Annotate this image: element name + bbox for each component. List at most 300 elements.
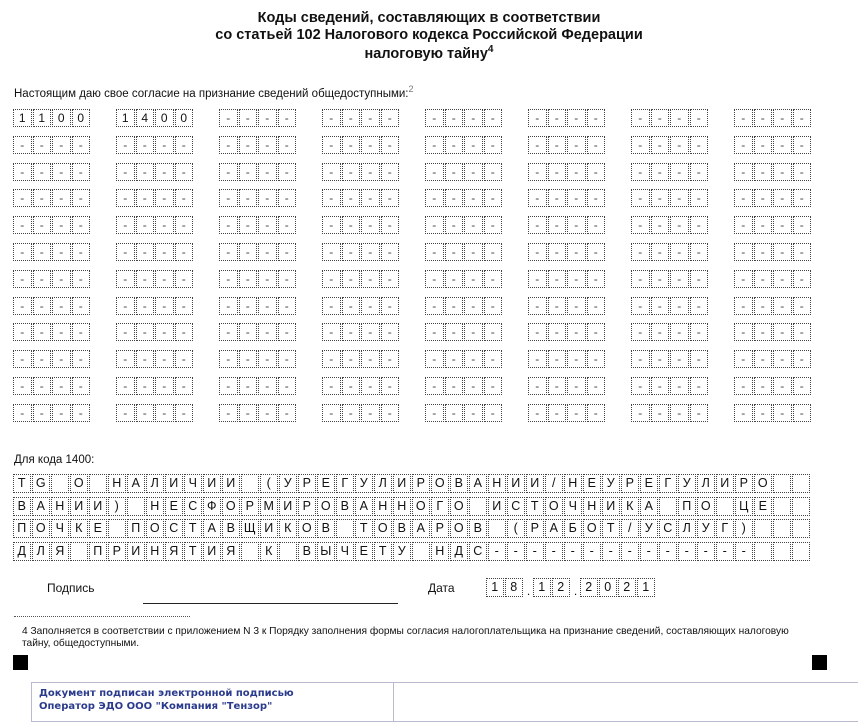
code-cell: - bbox=[322, 323, 341, 341]
text-cell: / bbox=[621, 519, 639, 538]
code-cell: - bbox=[567, 323, 586, 341]
code-group[interactable] bbox=[13, 350, 91, 368]
code-cell: - bbox=[690, 297, 709, 315]
text-grid-row[interactable] bbox=[13, 474, 811, 493]
code-cell: - bbox=[155, 404, 174, 422]
code-cell: - bbox=[381, 350, 400, 368]
code-group[interactable] bbox=[116, 270, 194, 288]
code-group[interactable] bbox=[425, 109, 503, 127]
code-cell: - bbox=[754, 109, 773, 127]
code-group[interactable] bbox=[631, 297, 709, 315]
text-cell: Н bbox=[488, 474, 506, 493]
code-cell: - bbox=[116, 163, 135, 181]
code-cell: - bbox=[567, 297, 586, 315]
code-cell: - bbox=[361, 109, 380, 127]
code-group[interactable] bbox=[13, 189, 91, 207]
text-cell: У bbox=[279, 474, 297, 493]
text-cell: Л bbox=[146, 474, 164, 493]
code-group[interactable] bbox=[219, 270, 297, 288]
code-cell: - bbox=[528, 297, 547, 315]
text-cell: Щ bbox=[241, 519, 259, 538]
code-cell: - bbox=[528, 404, 547, 422]
text-cell: С bbox=[165, 519, 183, 538]
code-cell: - bbox=[381, 270, 400, 288]
code-group[interactable] bbox=[631, 109, 709, 127]
code-cell: - bbox=[445, 297, 464, 315]
text-cell: И bbox=[70, 497, 88, 516]
date-day[interactable] bbox=[486, 578, 524, 597]
code-group[interactable] bbox=[116, 243, 194, 261]
code-group[interactable] bbox=[734, 404, 812, 422]
code-group[interactable] bbox=[734, 163, 812, 181]
code-cell: - bbox=[548, 136, 567, 154]
code-cell: - bbox=[754, 243, 773, 261]
code-cell: - bbox=[690, 216, 709, 234]
code-group[interactable] bbox=[425, 243, 503, 261]
code-cell: - bbox=[754, 323, 773, 341]
code-cell: - bbox=[464, 297, 483, 315]
code-cell: - bbox=[528, 136, 547, 154]
code-cell: - bbox=[734, 404, 753, 422]
text-cell: Ч bbox=[51, 519, 69, 538]
code-cell: - bbox=[175, 189, 194, 207]
code-cell: - bbox=[773, 404, 792, 422]
code-group[interactable] bbox=[425, 189, 503, 207]
code-cell: - bbox=[754, 404, 773, 422]
code-cell: - bbox=[587, 350, 606, 368]
text-cell: С bbox=[659, 519, 677, 538]
text-cell: ( bbox=[260, 474, 278, 493]
code-cell: - bbox=[425, 350, 444, 368]
code-cell: - bbox=[567, 163, 586, 181]
consent-statement bbox=[14, 84, 414, 100]
code-group[interactable] bbox=[219, 189, 297, 207]
text-cell: Р bbox=[735, 474, 753, 493]
code-group[interactable] bbox=[219, 404, 297, 422]
code-group[interactable] bbox=[631, 163, 709, 181]
code-group[interactable] bbox=[425, 377, 503, 395]
text-cell: ( bbox=[507, 519, 525, 538]
code-cell: - bbox=[651, 163, 670, 181]
text-cell: Н bbox=[51, 497, 69, 516]
code-cell: - bbox=[52, 297, 71, 315]
code-cell: - bbox=[52, 163, 71, 181]
text-cell: - bbox=[678, 542, 696, 561]
code-cell: - bbox=[773, 377, 792, 395]
code-group[interactable] bbox=[528, 136, 606, 154]
code-cell: - bbox=[464, 189, 483, 207]
code-cell: - bbox=[155, 297, 174, 315]
code-group[interactable] bbox=[322, 243, 400, 261]
code-group[interactable] bbox=[219, 109, 297, 127]
code-cell: - bbox=[548, 377, 567, 395]
code-cell: - bbox=[464, 109, 483, 127]
code-group[interactable] bbox=[528, 297, 606, 315]
code-cell: - bbox=[342, 163, 361, 181]
date-field[interactable] bbox=[486, 578, 656, 597]
form-title-line3 bbox=[0, 44, 858, 62]
code-cell: - bbox=[13, 163, 32, 181]
code-cell: - bbox=[567, 136, 586, 154]
text-cell: П bbox=[127, 519, 145, 538]
code-group[interactable] bbox=[631, 216, 709, 234]
code-cell: - bbox=[52, 323, 71, 341]
code-cell: - bbox=[278, 163, 297, 181]
code-group[interactable] bbox=[631, 189, 709, 207]
code-cell: - bbox=[734, 189, 753, 207]
code-cell: - bbox=[528, 323, 547, 341]
code-cell: - bbox=[734, 216, 753, 234]
code-cell: - bbox=[690, 377, 709, 395]
code-group[interactable] bbox=[734, 189, 812, 207]
text-grid-row[interactable] bbox=[13, 519, 811, 538]
code-cell: - bbox=[425, 377, 444, 395]
code-cell: - bbox=[484, 163, 503, 181]
text-grid-row[interactable] bbox=[13, 542, 811, 561]
code-cell: - bbox=[690, 163, 709, 181]
text-cell: В bbox=[298, 542, 316, 561]
text-cell bbox=[716, 497, 734, 516]
text-cell: Т bbox=[184, 519, 202, 538]
text-cell: Н bbox=[393, 497, 411, 516]
code-group[interactable] bbox=[322, 377, 400, 395]
code-cell: - bbox=[13, 297, 32, 315]
date-month[interactable] bbox=[533, 578, 571, 597]
code-cell: - bbox=[651, 270, 670, 288]
code-cell: - bbox=[136, 404, 155, 422]
code-cell: - bbox=[670, 189, 689, 207]
code-cell: - bbox=[445, 377, 464, 395]
code-cell: - bbox=[425, 243, 444, 261]
code-cell: - bbox=[33, 189, 52, 207]
code-group[interactable] bbox=[425, 216, 503, 234]
code-group[interactable] bbox=[528, 350, 606, 368]
code-cell: - bbox=[690, 323, 709, 341]
text-cell: С bbox=[184, 497, 202, 516]
code-cell: - bbox=[361, 377, 380, 395]
text-cell: К bbox=[279, 519, 297, 538]
code-cell: - bbox=[464, 377, 483, 395]
code-cell: - bbox=[136, 350, 155, 368]
text-cell: - bbox=[564, 542, 582, 561]
code-group[interactable] bbox=[322, 136, 400, 154]
text-cell: И bbox=[488, 497, 506, 516]
code-cell: - bbox=[528, 189, 547, 207]
code-group[interactable] bbox=[425, 163, 503, 181]
code-group[interactable] bbox=[631, 323, 709, 341]
code-cell: - bbox=[670, 216, 689, 234]
code-cell: - bbox=[381, 323, 400, 341]
title-text: налоговую тайну bbox=[364, 45, 488, 62]
code-group[interactable] bbox=[734, 323, 812, 341]
text-cell: Б bbox=[564, 519, 582, 538]
code-group[interactable] bbox=[528, 216, 606, 234]
code-cell: - bbox=[631, 243, 650, 261]
code-cell: - bbox=[690, 136, 709, 154]
code-group[interactable] bbox=[631, 270, 709, 288]
code-group[interactable] bbox=[734, 377, 812, 395]
code-group[interactable] bbox=[528, 243, 606, 261]
text-cell: Н bbox=[583, 497, 601, 516]
text-cell: В bbox=[393, 519, 411, 538]
code-cell: - bbox=[239, 404, 258, 422]
text-cell: Н bbox=[431, 542, 449, 561]
code-cell: - bbox=[734, 297, 753, 315]
code-group[interactable] bbox=[734, 270, 812, 288]
text-cell: У bbox=[640, 519, 658, 538]
code-group[interactable] bbox=[734, 136, 812, 154]
code-cell: - bbox=[52, 270, 71, 288]
code-group[interactable] bbox=[116, 404, 194, 422]
code-group[interactable] bbox=[425, 404, 503, 422]
code-cell: - bbox=[72, 243, 91, 261]
text-cell: Е bbox=[165, 497, 183, 516]
text-cell: И bbox=[222, 474, 240, 493]
code-group[interactable] bbox=[116, 377, 194, 395]
code-group[interactable] bbox=[116, 189, 194, 207]
text-cell: О bbox=[146, 519, 164, 538]
code-group[interactable] bbox=[116, 297, 194, 315]
code-cell: - bbox=[136, 136, 155, 154]
text-cell: Н bbox=[564, 474, 582, 493]
code-cell: - bbox=[734, 136, 753, 154]
code-group[interactable] bbox=[219, 243, 297, 261]
text-cell: Ч bbox=[336, 542, 354, 561]
code-cell: - bbox=[425, 109, 444, 127]
code-cell: - bbox=[361, 270, 380, 288]
code-cell: - bbox=[651, 136, 670, 154]
text-grid-row[interactable] bbox=[13, 497, 811, 516]
code-cell: - bbox=[528, 243, 547, 261]
code-cell: - bbox=[484, 323, 503, 341]
code-cell: - bbox=[72, 377, 91, 395]
code-cell: - bbox=[587, 377, 606, 395]
text-cell: И bbox=[716, 474, 734, 493]
code-group[interactable] bbox=[13, 136, 91, 154]
code-cell: - bbox=[445, 404, 464, 422]
text-cell bbox=[279, 542, 297, 561]
code-cell: - bbox=[278, 243, 297, 261]
date-separator: . bbox=[526, 584, 531, 598]
code-group[interactable] bbox=[425, 297, 503, 315]
code-group[interactable] bbox=[528, 323, 606, 341]
code-group[interactable] bbox=[116, 109, 194, 127]
code-cell: - bbox=[33, 350, 52, 368]
code-cell: - bbox=[342, 323, 361, 341]
code-group[interactable] bbox=[322, 297, 400, 315]
code-group[interactable] bbox=[631, 404, 709, 422]
code-cell: - bbox=[651, 216, 670, 234]
code-cell: - bbox=[425, 323, 444, 341]
code-group[interactable] bbox=[734, 297, 812, 315]
date-cell: 1 bbox=[637, 578, 655, 597]
stamp-line-1: Документ подписан электронной подписью bbox=[39, 688, 294, 699]
code-group[interactable] bbox=[13, 270, 91, 288]
code-cell: - bbox=[651, 243, 670, 261]
code-group[interactable] bbox=[116, 216, 194, 234]
text-cell: Я bbox=[165, 542, 183, 561]
code-cell: - bbox=[464, 270, 483, 288]
text-cell: Р bbox=[298, 497, 316, 516]
code-cell: - bbox=[754, 270, 773, 288]
code-cell: - bbox=[587, 189, 606, 207]
code-cell: - bbox=[322, 109, 341, 127]
code-cell: - bbox=[322, 297, 341, 315]
code-group[interactable] bbox=[219, 136, 297, 154]
signature-line[interactable] bbox=[143, 603, 398, 604]
text-cell: Р bbox=[621, 474, 639, 493]
code-cell: - bbox=[219, 323, 238, 341]
code-group[interactable] bbox=[13, 163, 91, 181]
code-group[interactable] bbox=[13, 216, 91, 234]
code-cell: - bbox=[175, 297, 194, 315]
code-group[interactable] bbox=[219, 323, 297, 341]
code-group[interactable] bbox=[13, 109, 91, 127]
code-cell: - bbox=[670, 136, 689, 154]
text-cell bbox=[89, 474, 107, 493]
code-group[interactable] bbox=[116, 163, 194, 181]
code-group[interactable] bbox=[322, 350, 400, 368]
text-cell: К bbox=[621, 497, 639, 516]
code-group[interactable] bbox=[219, 216, 297, 234]
code-cell: - bbox=[136, 189, 155, 207]
code-cell: - bbox=[631, 404, 650, 422]
text-cell: Р bbox=[412, 474, 430, 493]
code-cell: - bbox=[445, 243, 464, 261]
code-cell: - bbox=[690, 350, 709, 368]
code-cell: - bbox=[690, 270, 709, 288]
text-cell: Н bbox=[374, 497, 392, 516]
code-group[interactable] bbox=[631, 136, 709, 154]
text-cell: - bbox=[507, 542, 525, 561]
code-group[interactable] bbox=[528, 270, 606, 288]
code-group[interactable] bbox=[528, 377, 606, 395]
code-cell: - bbox=[175, 377, 194, 395]
code-cell: - bbox=[13, 216, 32, 234]
text-cell: Т bbox=[526, 497, 544, 516]
code-cell: 0 bbox=[72, 109, 91, 127]
code-group[interactable] bbox=[734, 243, 812, 261]
code-cell: - bbox=[72, 136, 91, 154]
code-group[interactable] bbox=[219, 350, 297, 368]
code-cell: - bbox=[239, 216, 258, 234]
code-cell: - bbox=[587, 404, 606, 422]
code-group[interactable] bbox=[322, 270, 400, 288]
code-group[interactable] bbox=[631, 243, 709, 261]
code-cell: - bbox=[793, 216, 812, 234]
text-cell: О bbox=[412, 497, 430, 516]
code-group[interactable] bbox=[13, 377, 91, 395]
code-group[interactable] bbox=[13, 323, 91, 341]
code-cell: - bbox=[258, 216, 277, 234]
code-cell: - bbox=[651, 377, 670, 395]
code-group[interactable] bbox=[734, 350, 812, 368]
code-group[interactable] bbox=[528, 404, 606, 422]
code-cell: - bbox=[52, 404, 71, 422]
code-cell: - bbox=[651, 404, 670, 422]
code-group[interactable] bbox=[13, 404, 91, 422]
code-group[interactable] bbox=[13, 297, 91, 315]
code-group[interactable] bbox=[219, 377, 297, 395]
code-cell: - bbox=[239, 350, 258, 368]
code-group[interactable] bbox=[116, 136, 194, 154]
code-cell: - bbox=[219, 350, 238, 368]
code-group[interactable] bbox=[528, 189, 606, 207]
code-cell: - bbox=[670, 109, 689, 127]
text-cell: А bbox=[640, 497, 658, 516]
text-cell: Р bbox=[241, 497, 259, 516]
date-year[interactable] bbox=[580, 578, 656, 597]
text-cell: У bbox=[602, 474, 620, 493]
code-group[interactable] bbox=[425, 136, 503, 154]
code-group[interactable] bbox=[734, 109, 812, 127]
code-group[interactable] bbox=[219, 297, 297, 315]
text-cell: И bbox=[203, 474, 221, 493]
text-cell: А bbox=[127, 474, 145, 493]
code-group[interactable] bbox=[322, 323, 400, 341]
code-cell: - bbox=[116, 404, 135, 422]
code-cell: - bbox=[258, 163, 277, 181]
text-cell: Ч bbox=[564, 497, 582, 516]
code-group[interactable] bbox=[116, 350, 194, 368]
code-cell: - bbox=[278, 189, 297, 207]
code-cell: - bbox=[445, 189, 464, 207]
code-group[interactable] bbox=[734, 216, 812, 234]
text-cell: Г bbox=[659, 474, 677, 493]
code-cell: - bbox=[33, 404, 52, 422]
code-group[interactable] bbox=[528, 163, 606, 181]
text-cell: Л bbox=[678, 519, 696, 538]
code-group[interactable] bbox=[631, 350, 709, 368]
code-cell: - bbox=[219, 136, 238, 154]
code-group[interactable] bbox=[116, 323, 194, 341]
code-group[interactable] bbox=[631, 377, 709, 395]
text-cell: В bbox=[13, 497, 31, 516]
code-cell: - bbox=[670, 404, 689, 422]
code-cell: - bbox=[342, 297, 361, 315]
code-group[interactable] bbox=[322, 109, 400, 127]
text-cell: Р bbox=[108, 542, 126, 561]
code-cell: - bbox=[72, 297, 91, 315]
text-cell: Л bbox=[32, 542, 50, 561]
text-cell: Л bbox=[697, 474, 715, 493]
code-cell: - bbox=[425, 270, 444, 288]
code-cell: - bbox=[793, 189, 812, 207]
code-group[interactable] bbox=[528, 109, 606, 127]
code-cell: - bbox=[116, 377, 135, 395]
code-group[interactable] bbox=[425, 350, 503, 368]
code-group[interactable] bbox=[13, 243, 91, 261]
code-group[interactable] bbox=[425, 323, 503, 341]
code-cell: - bbox=[33, 136, 52, 154]
text-cell: - bbox=[716, 542, 734, 561]
code-cell: 1 bbox=[13, 109, 32, 127]
code-group[interactable] bbox=[322, 404, 400, 422]
text-cell bbox=[70, 542, 88, 561]
code-group[interactable] bbox=[322, 189, 400, 207]
code-group[interactable] bbox=[322, 163, 400, 181]
code-group[interactable] bbox=[425, 270, 503, 288]
text-cell: Т bbox=[355, 519, 373, 538]
code-group[interactable] bbox=[219, 163, 297, 181]
code-cell: - bbox=[278, 270, 297, 288]
code-cell: - bbox=[13, 136, 32, 154]
code-cell: - bbox=[219, 377, 238, 395]
code-cell: - bbox=[52, 377, 71, 395]
code-cell: - bbox=[567, 350, 586, 368]
code-group[interactable] bbox=[322, 216, 400, 234]
code-cell: - bbox=[793, 350, 812, 368]
